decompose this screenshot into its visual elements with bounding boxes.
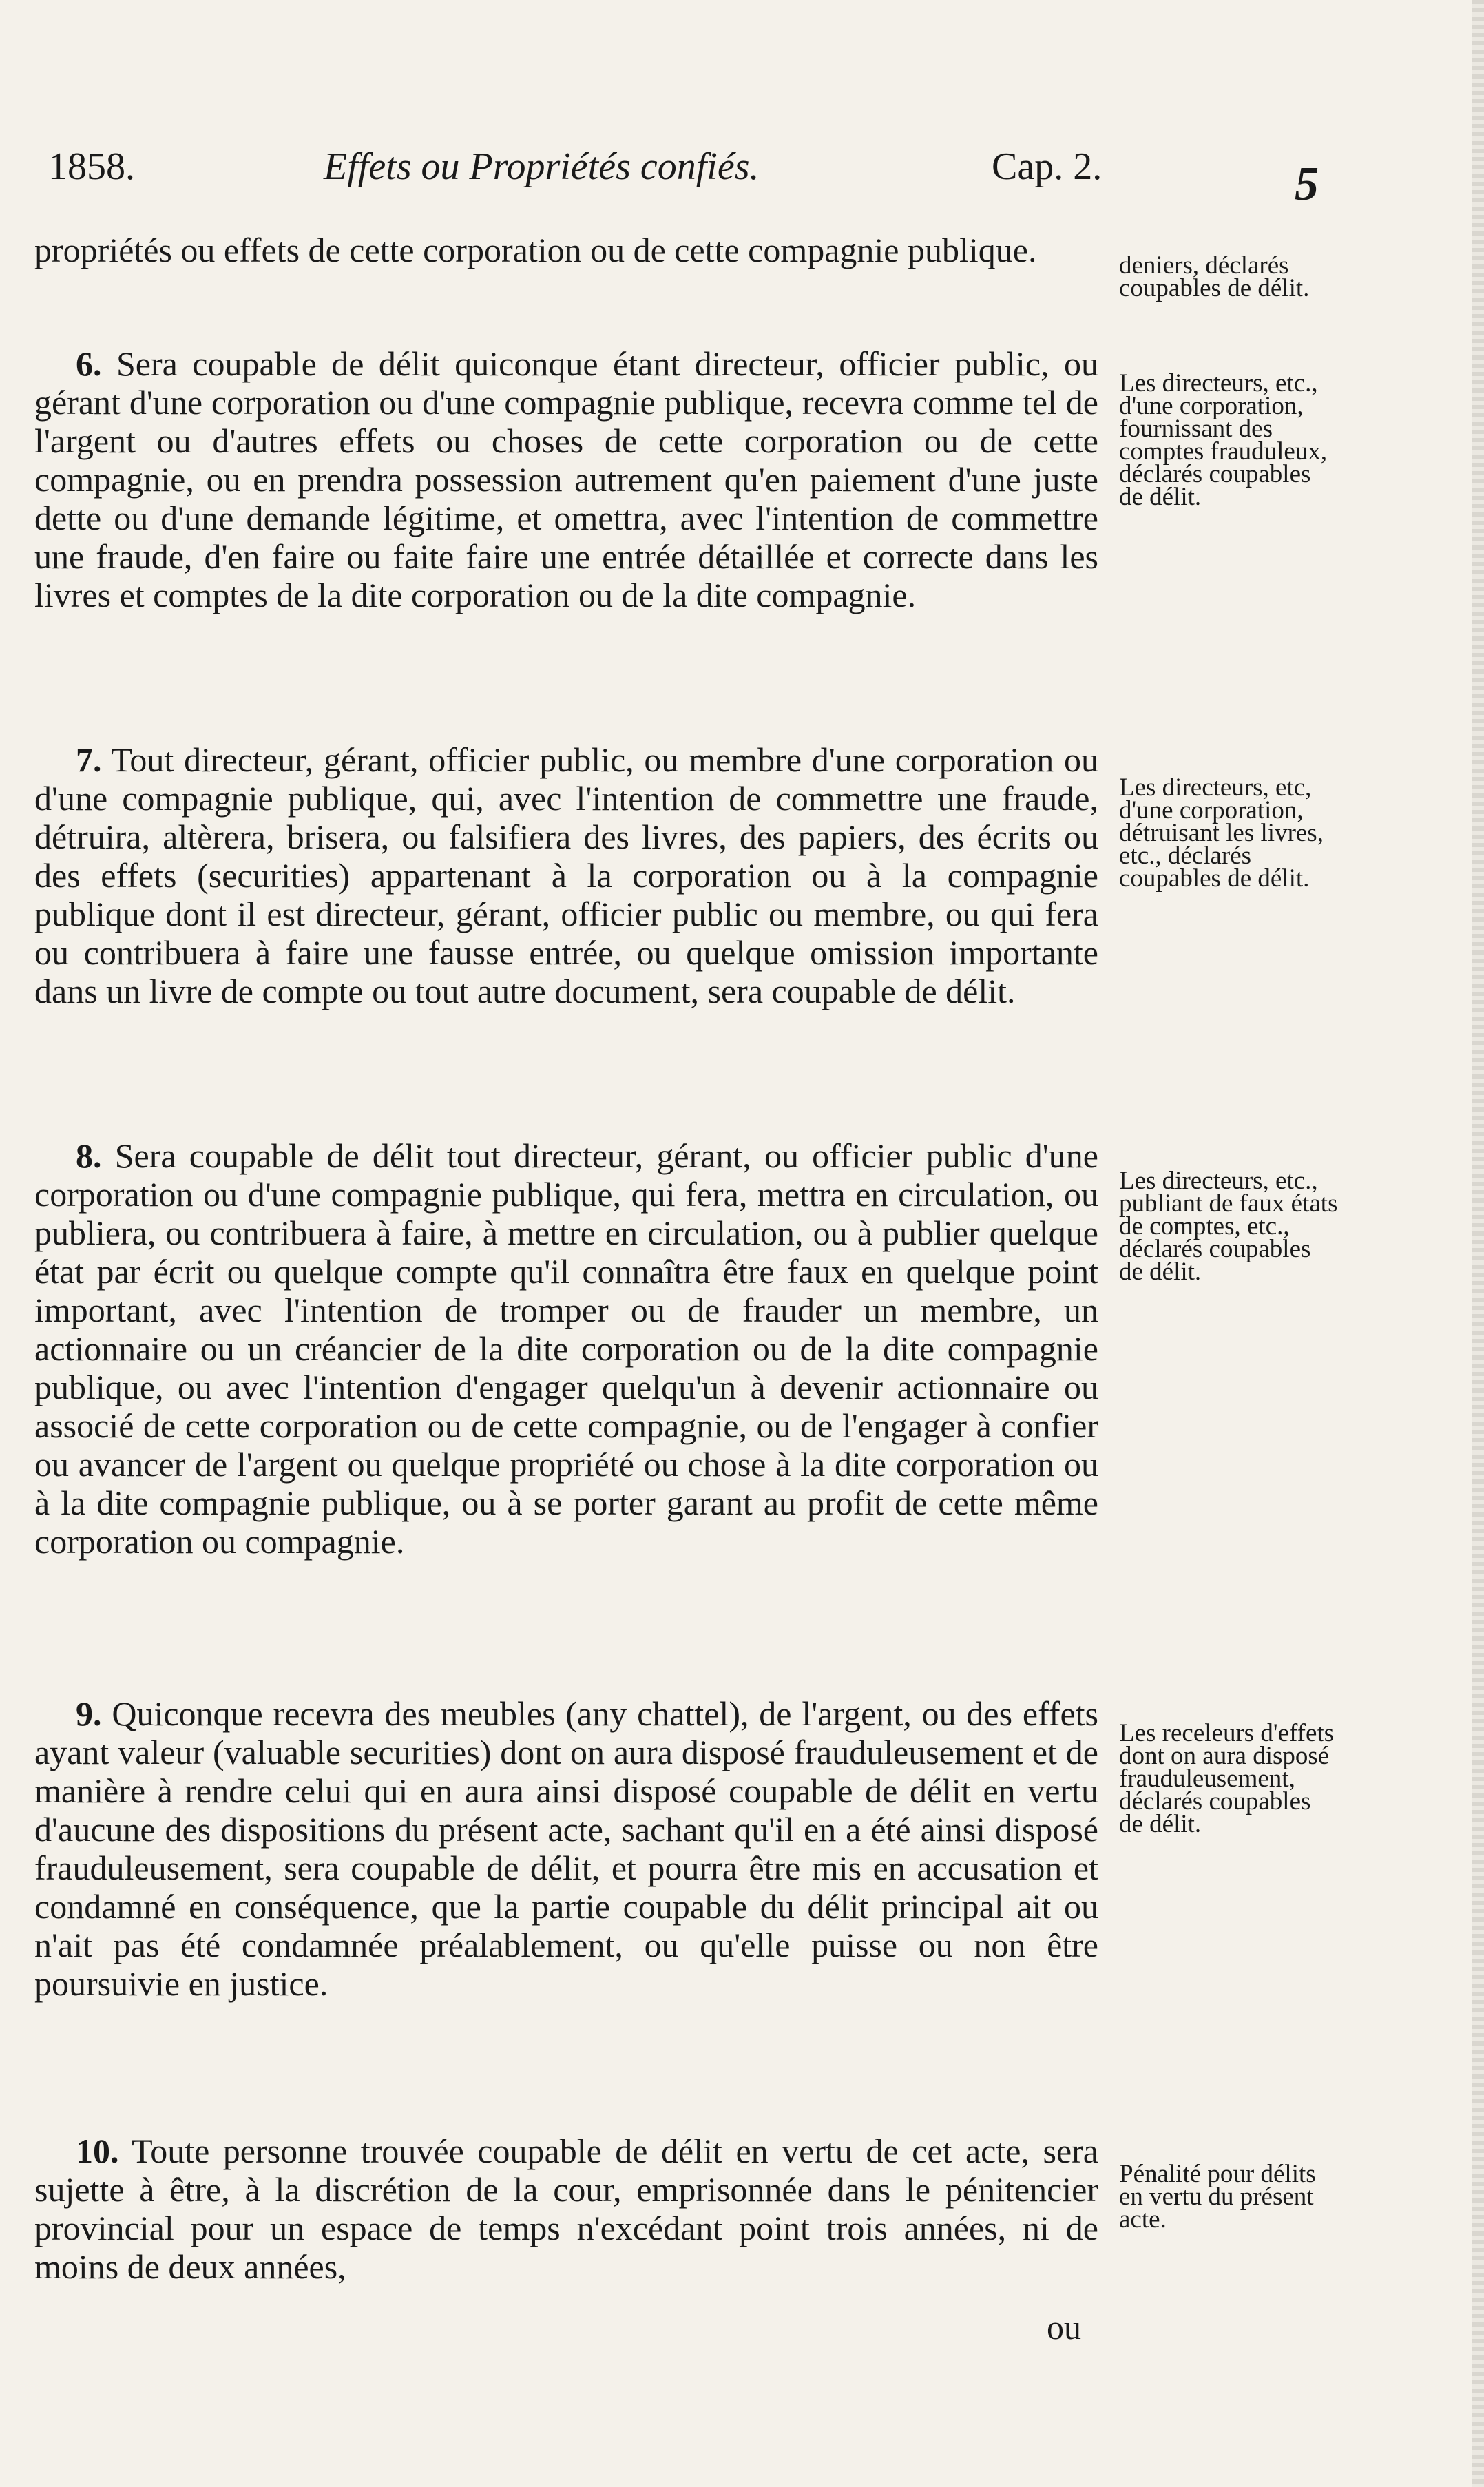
margin-note: Les directeurs, etc., d'une corporation, fournissant des comptes frauduleux, déclarés coupables de délit. [1119,369,1328,511]
catchword: ou [1047,2308,1081,2346]
section-number: 9. [76,1694,102,1733]
header-title: Effets ou Propriétés confiés. [324,145,760,188]
margin-note: Les receleurs d'effets dont on aura disposé frauduleusement, déclarés coupables de délit. [1119,1719,1335,1838]
section-text: 8. Sera coupable de délit tout directeur, gérant, ou officier public d'une corporation ou d'une compagnie publique, qui fera, mettra en circulation, ou publiera, ou contribuera à faire, à mettre en circulation, ou à publier quelque état par écrit ou quelque compte qu'il connaîtra être faux en quelque point important, avec l'intention de tromper ou de frauder un membre, un actionnaire ou un créancier de la dite corporation ou de la dite compagnie publique, ou avec l'intention d'engager quelqu'un à devenir actionnaire ou associé de cette corporation ou de cette compagnie, ou de l'engager à confier ou avancer de l'argent ou quelque propriété ou chose à la dite corporation ou à la dite compagnie publique, ou à se porter garant au profit de cette même corporation ou compagnie. [34,1136,1098,1561]
page-header [48,145,1319,211]
section-number: 6. [76,344,102,383]
section-text: 9. Quiconque recevra des meubles (any chattel), de l'argent, ou des effets ayant valeur (valuable securities) dont on aura disposé frauduleusement et de manière à rendre celui qui en aura ainsi disposé coupable de délit en vertu d'aucune des dispositions du présent acte, sachant qu'il en a été ainsi disposé frauduleusement, sera coupable de délit, et pourra être mis en accusation et condamné en conséquence, que la partie coupable du délit principal ait ou n'ait pas été condamnée préalablement, ou qu'elle puisse ou non être poursuivie en justice. [34,1694,1099,2003]
margin-note: Les directeurs, etc., publiant de faux états de comptes, etc., déclarés coupables de délit. [1119,1167,1338,1286]
margin-note: Pénalité pour délits en vertu du présent acte. [1119,2160,1316,2234]
header-year: 1858. [48,145,135,188]
section-number: 8. [76,1136,102,1175]
page-number: 5 [1295,158,1319,211]
margin-note: deniers, déclarés coupables de délit. [1119,251,1310,302]
section-text: 10. Toute personne trouvée coupable de délit en vertu de cet acte, sera sujette à être, à la discrétion de la cour, emprisonnée dans le pénitencier provincial pour un espace de temps n'excédant point trois années, ni de moins de deux années, [34,2132,1098,2286]
section-number: 7. [76,740,102,779]
section-number: 10. [76,2132,119,2170]
header-chapter: Cap. 2. [992,145,1102,188]
margin-note: Les directeurs, etc, d'une corporation, détruisant les livres, etc., déclarés coupables de délit. [1119,773,1324,893]
section-text: propriétés ou effets de cette corporation ou de cette compagnie publique. [34,231,1037,269]
scan-edge [1472,0,1484,2487]
section-text: 7. Tout directeur, gérant, officier public, ou membre d'une corporation ou d'une compagnie publique, qui, avec l'intention de commettre une fraude, détruira, altèrera, brisera, ou falsifiera des livres, des papiers, des écrits ou des effets (securities) appartenant à la corporation ou à la compagnie publique dont il est directeur, gérant, officier public ou membre, ou qui fera ou contribuera à faire une fausse entrée, ou quelque omission importante dans un livre de compte ou tout autre document, sera coupable de délit. [34,740,1098,1010]
section-text: 6. Sera coupable de délit quiconque étant directeur, officier public, ou gérant d'une corporation ou d'une compagnie publique, recevra comme tel de l'argent ou d'autres effets ou choses de cette corporation ou de cette compagnie, ou en prendra possession autrement qu'en paiement d'une juste dette ou d'une demande légitime, et omettra, avec l'intention de commettre une fraude, d'en faire ou faite faire une entrée détaillée et correcte dans les livres et comptes de la dite corporation ou de la dite compagnie. [34,344,1098,614]
